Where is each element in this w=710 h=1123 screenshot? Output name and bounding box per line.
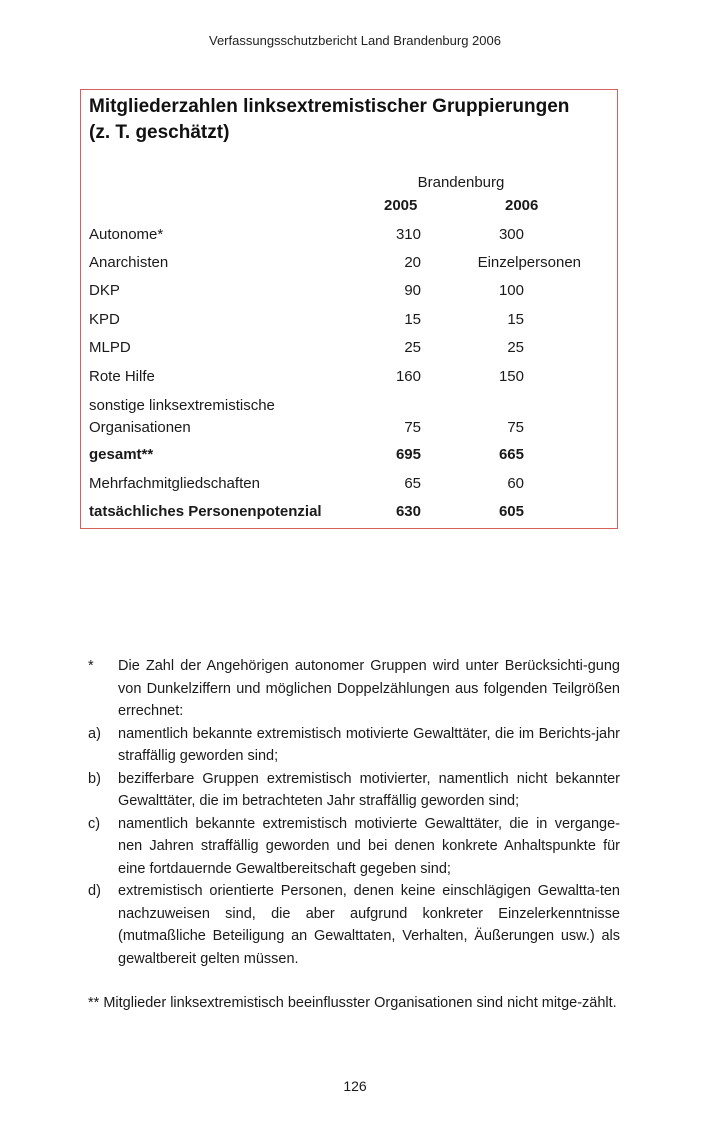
footnote-item-c — [88, 813, 620, 881]
footnote-text: namentlich bekannte extremistisch motivierte Gewalttäter, die in vergange-nen Jahren straffällig geworden und bei denen konkrete Anhaltspunkte für eine fortdauernde Gewaltbereitschaft gegeben sind; — [118, 815, 620, 877]
membership-table — [80, 89, 618, 529]
table-row-total — [89, 444, 609, 466]
row-label — [89, 395, 275, 439]
row-label: DKP — [89, 282, 120, 299]
footnote-item-a — [88, 723, 620, 768]
footnote-text: namentlich bekannte extremistisch motivierte Gewalttäter, die im Berichts-jahr straffällig geworden sind; — [118, 725, 620, 764]
value-2006: 15 — [507, 311, 524, 328]
value-2005: 630 — [395, 503, 421, 520]
row-label: gesamt** — [89, 446, 154, 463]
table-title-line2: (z. T. geschätzt) — [89, 122, 230, 143]
value-2005: 310 — [395, 226, 421, 243]
table-row-actual-potential — [89, 501, 609, 523]
table-row — [89, 395, 609, 439]
row-label: Anarchisten — [89, 254, 169, 271]
value-2005: 20 — [404, 254, 421, 271]
footnote-double-star — [88, 992, 620, 1015]
region-header: Brandenburg — [417, 174, 505, 191]
running-header: Verfassungsschutzbericht Land Brandenburg 2006 — [209, 33, 501, 48]
value-2005: 160 — [395, 368, 421, 385]
table-row — [89, 224, 609, 246]
value-2006: 60 — [507, 475, 524, 492]
row-label: KPD — [89, 311, 120, 328]
footnote-text: Mitglieder linksextremistisch beeinflusster Organisationen sind nicht mitge-zählt. — [103, 995, 617, 1011]
value-2006: 150 — [498, 368, 524, 385]
footnote-item-d — [88, 880, 620, 970]
table-row — [89, 337, 609, 359]
page-number: 126 — [343, 1078, 367, 1094]
row-label-line2: Organisationen — [89, 419, 191, 436]
table-row — [89, 366, 609, 388]
table-title-line1: Mitgliederzahlen linksextremistischer Gruppierungen — [89, 96, 570, 117]
footnote-text: Die Zahl der Angehörigen autonomer Gruppen wird unter Berücksichti-gung von Dunkelziffern und möglichen Doppelzählungen aus folgenden Teilgrößen errechnet: — [118, 658, 620, 719]
column-header-2005: 2005 — [384, 197, 418, 214]
value-2005: 75 — [404, 419, 421, 436]
value-2005: 90 — [404, 282, 421, 299]
footnote-star — [88, 655, 620, 723]
footnote-item-b — [88, 768, 620, 813]
column-header-2006: 2006 — [505, 197, 539, 214]
footnote-marker: * — [88, 658, 94, 674]
row-label-line1: sonstige linksextremistische — [89, 397, 275, 414]
row-label: Mehrfachmitgliedschaften — [89, 475, 260, 492]
value-2005: 15 — [404, 311, 421, 328]
table-row — [89, 280, 609, 302]
value-2005: 25 — [404, 339, 421, 356]
value-2006: 75 — [507, 419, 524, 436]
value-2006: 665 — [498, 446, 524, 463]
row-label: MLPD — [89, 339, 131, 356]
value-2005: 65 — [404, 475, 421, 492]
footnote-marker: ** — [88, 995, 100, 1011]
table-row — [89, 252, 609, 274]
footnote-text: bezifferbare Gruppen extremistisch motivierter, namentlich nicht bekannter Gewalttäter, die im betrachteten Jahr straffällig geworden sind; — [118, 770, 620, 809]
row-label: Autonome* — [89, 226, 164, 243]
footnote-marker: a) — [88, 725, 101, 742]
value-2005: 695 — [395, 446, 421, 463]
value-2006: Einzelpersonen — [477, 254, 581, 271]
value-2006: 300 — [498, 226, 524, 243]
footnotes — [88, 655, 620, 1015]
footnote-text: extremistisch orientierte Personen, denen keine einschlägigen Gewaltta-ten nachzuweisen sind, die aber aufgrund konkreter Einzelerkenntnisse (mutmaßliche Beteiligung an Gewalttaten, Verhalten, Äußerungen usw.) als gewaltbereit gelten müssen. — [118, 883, 620, 967]
row-label: Rote Hilfe — [89, 368, 155, 385]
value-2006: 100 — [498, 282, 524, 299]
table-row — [89, 309, 609, 331]
footnote-marker: c) — [88, 815, 101, 832]
footnote-marker: d) — [88, 883, 101, 899]
value-2006: 25 — [507, 339, 524, 356]
value-2006: 605 — [498, 503, 524, 520]
row-label: tatsächliches Personenpotenzial — [89, 503, 322, 520]
table-title — [89, 94, 569, 146]
footnote-marker: b) — [88, 770, 101, 787]
footnote-spacer — [88, 970, 620, 992]
table-row — [89, 473, 609, 495]
